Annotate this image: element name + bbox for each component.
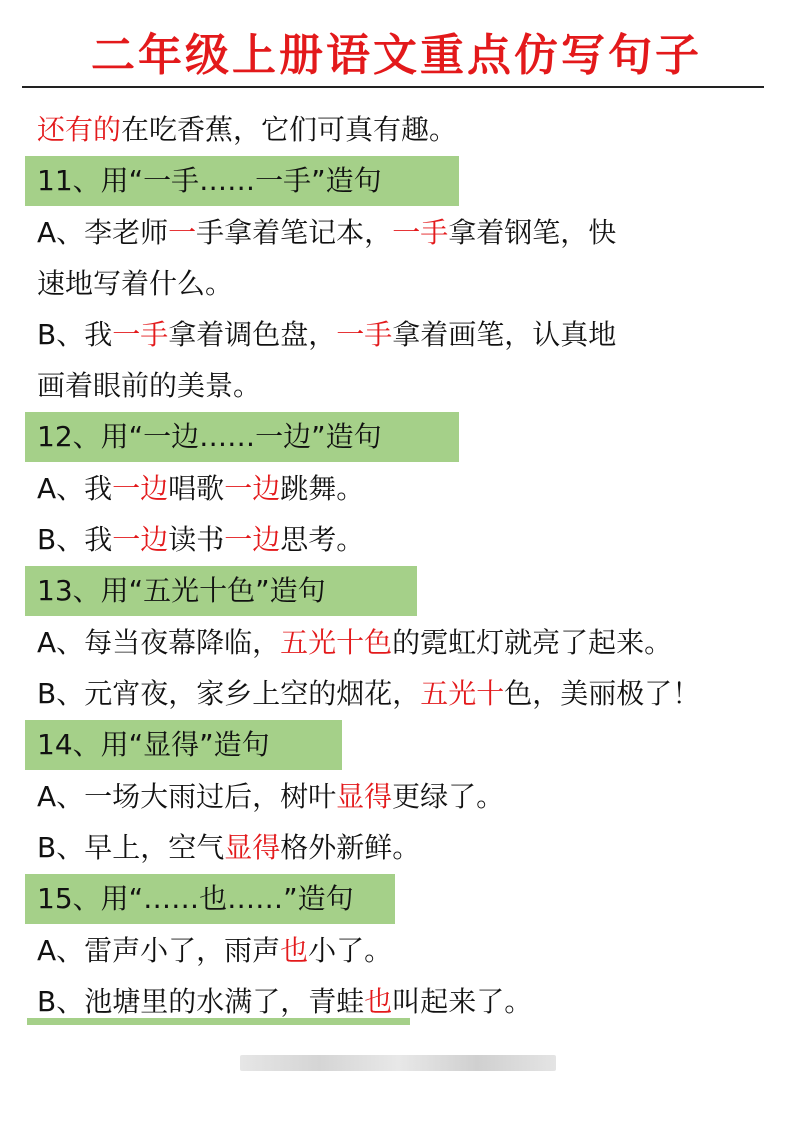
text: 唱歌 bbox=[168, 472, 225, 505]
text: 格外新鲜。 bbox=[280, 831, 421, 864]
text: 更绿了。 bbox=[392, 780, 505, 813]
highlight: 一边 bbox=[224, 523, 281, 556]
highlight: 也 bbox=[280, 934, 309, 967]
bottom-accent-bar bbox=[27, 1018, 410, 1025]
text: B、池塘里的水满了，青蛙 bbox=[37, 985, 365, 1018]
text: A、一场大雨过后，树叶 bbox=[37, 780, 337, 813]
highlight: 五光十色 bbox=[280, 626, 393, 659]
example-line bbox=[25, 771, 765, 822]
text: 思考。 bbox=[280, 523, 365, 556]
highlight: 显得 bbox=[336, 780, 393, 813]
highlight: 显得 bbox=[224, 831, 281, 864]
text: A、每当夜幕降临， bbox=[37, 626, 281, 659]
text: 跳舞。 bbox=[280, 472, 365, 505]
example-line-continued: 画着眼前的美景。 bbox=[37, 369, 262, 402]
highlight: 也 bbox=[364, 985, 393, 1018]
section-heading: 14、用“显得”造句 bbox=[25, 720, 342, 770]
highlight: 一手 bbox=[112, 318, 169, 351]
example-line bbox=[25, 925, 765, 976]
example-line bbox=[25, 668, 765, 719]
text: 的霓虹灯就亮了起来。 bbox=[392, 626, 673, 659]
text: A、我 bbox=[37, 472, 113, 505]
text: B、元宵夜，家乡上空的烟花， bbox=[37, 677, 421, 710]
content bbox=[25, 104, 765, 1027]
example-line: B、我一手拿着调色盘，一手拿着画笔，认真地 bbox=[37, 318, 617, 351]
section-heading: 12、用“一边……一边”造句 bbox=[25, 412, 459, 462]
example-line: A、李老师一手拿着笔记本，一手拿着钢笔，快 bbox=[37, 216, 617, 249]
highlight: 一边 bbox=[112, 523, 169, 556]
highlight: 一边 bbox=[112, 472, 169, 505]
section-heading: 11、用“一手……一手”造句 bbox=[25, 156, 459, 206]
text: 读书 bbox=[168, 523, 225, 556]
text: B、早上，空气 bbox=[37, 831, 225, 864]
text: A、李老师 bbox=[37, 216, 169, 249]
text: A、雷声小了，雨声 bbox=[37, 934, 281, 967]
text: 拿着调色盘， bbox=[168, 318, 337, 351]
text: 手拿着笔记本， bbox=[196, 216, 393, 249]
example-line bbox=[25, 822, 765, 873]
highlight: 一手 bbox=[336, 318, 393, 351]
highlight: 还有的 bbox=[37, 113, 122, 146]
title-divider bbox=[22, 86, 764, 88]
text: 在吃香蕉，它们可真有趣。 bbox=[121, 113, 458, 146]
text: 色，美丽极了！ bbox=[504, 677, 701, 710]
highlight: 五光十 bbox=[420, 677, 505, 710]
highlight: 一边 bbox=[224, 472, 281, 505]
example-line-continued: 速地写着什么。 bbox=[37, 267, 234, 300]
text: 小了。 bbox=[308, 934, 393, 967]
highlight: 一 bbox=[168, 216, 197, 249]
text: B、我 bbox=[37, 318, 113, 351]
text: B、我 bbox=[37, 523, 113, 556]
section-heading: 13、用“五光十色”造句 bbox=[25, 566, 417, 616]
example-line bbox=[25, 514, 765, 565]
text: 叫起来了。 bbox=[392, 985, 533, 1018]
section-heading: 15、用“……也……”造句 bbox=[25, 874, 395, 924]
example-line bbox=[25, 617, 765, 668]
example-line bbox=[25, 463, 765, 514]
highlight: 一手 bbox=[392, 216, 449, 249]
page-title: 二年级上册语文重点仿写句子 bbox=[91, 30, 702, 81]
intro-line bbox=[25, 104, 765, 155]
blurred-watermark bbox=[240, 1055, 556, 1071]
